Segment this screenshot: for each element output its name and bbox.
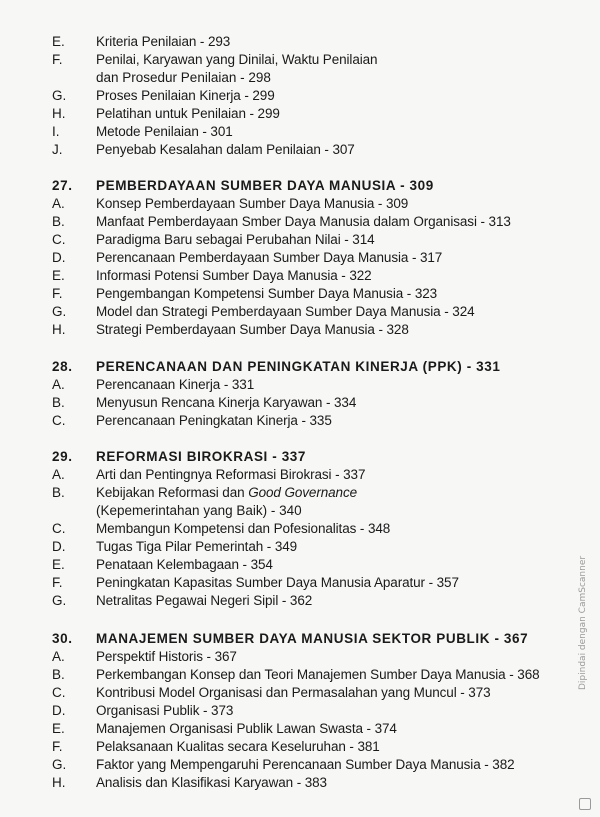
item-text: Perencanaan Pemberdayaan Sumber Daya Manusia - 317 bbox=[96, 250, 443, 265]
item-text-continuation: dan Prosedur Penilaian - 298 bbox=[96, 70, 271, 85]
item-letter: C. bbox=[52, 521, 66, 536]
item-letter: H. bbox=[52, 775, 66, 790]
item-letter: C. bbox=[52, 685, 66, 700]
item-letter: J. bbox=[52, 142, 63, 157]
item-text: Perspektif Historis - 367 bbox=[96, 649, 237, 664]
chapter-title: REFORMASI BIROKRASI - 337 bbox=[96, 449, 307, 464]
item-text: Kontribusi Model Organisasi dan Permasalahan yang Muncul - 373 bbox=[96, 685, 491, 700]
item-letter: G. bbox=[52, 757, 67, 772]
item-letter: H. bbox=[52, 106, 66, 121]
item-letter: F. bbox=[52, 575, 63, 590]
item-letter: D. bbox=[52, 703, 66, 718]
item-text: Penilai, Karyawan yang Dinilai, Waktu Penilaian bbox=[96, 52, 378, 67]
chapter-title: PERENCANAAN DAN PENINGKATAN KINERJA (PPK) - 331 bbox=[96, 359, 501, 374]
item-letter: B. bbox=[52, 214, 65, 229]
item-text: Pengembangan Kompetensi Sumber Daya Manusia - 323 bbox=[96, 286, 438, 301]
item-letter: I. bbox=[52, 124, 60, 139]
camscanner-logo-icon bbox=[579, 798, 591, 810]
item-text: Strategi Pemberdayaan Sumber Daya Manusia - 328 bbox=[96, 322, 409, 337]
item-letter: A. bbox=[52, 649, 65, 664]
chapter-number: 28. bbox=[52, 359, 73, 374]
item-text: Paradigma Baru sebagai Perubahan Nilai - 314 bbox=[96, 232, 375, 247]
item-text: Proses Penilaian Kinerja - 299 bbox=[96, 88, 275, 103]
item-letter: A. bbox=[52, 467, 65, 482]
item-text: Arti dan Pentingnya Reformasi Birokrasi - 337 bbox=[96, 467, 366, 482]
item-text: Menyusun Rencana Kinerja Karyawan - 334 bbox=[96, 395, 357, 410]
item-text: Penataan Kelembagaan - 354 bbox=[96, 557, 273, 572]
item-text: Organisasi Publik - 373 bbox=[96, 703, 234, 718]
chapter-title: PEMBERDAYAAN SUMBER DAYA MANUSIA - 309 bbox=[96, 178, 434, 193]
item-letter: G. bbox=[52, 88, 67, 103]
item-letter: A. bbox=[52, 377, 65, 392]
item-letter: D. bbox=[52, 539, 66, 554]
item-text: Faktor yang Mempengaruhi Perencanaan Sumber Daya Manusia - 382 bbox=[96, 757, 515, 772]
item-text-continuation: (Kepemerintahan yang Baik) - 340 bbox=[96, 503, 302, 518]
item-letter: A. bbox=[52, 196, 65, 211]
item-text: Manfaat Pemberdayaan Smber Daya Manusia dalam Organisasi - 313 bbox=[96, 214, 511, 229]
item-letter: B. bbox=[52, 395, 65, 410]
item-letter: B. bbox=[52, 485, 65, 500]
item-text: Manajemen Organisasi Publik Lawan Swasta - 374 bbox=[96, 721, 397, 736]
item-text: Perkembangan Konsep dan Teori Manajemen Sumber Daya Manusia - 368 bbox=[96, 667, 540, 682]
item-letter: F. bbox=[52, 52, 63, 67]
item-letter: B. bbox=[52, 667, 65, 682]
item-letter: F. bbox=[52, 286, 63, 301]
chapter-number: 27. bbox=[52, 178, 73, 193]
item-letter: D. bbox=[52, 250, 66, 265]
item-letter: E. bbox=[52, 268, 65, 283]
item-text: Model dan Strategi Pemberdayaan Sumber Daya Manusia - 324 bbox=[96, 304, 475, 319]
scanner-watermark: Dipindai dengan CamScanner bbox=[578, 555, 588, 690]
item-text: Analisis dan Klasifikasi Karyawan - 383 bbox=[96, 775, 327, 790]
item-text bbox=[96, 484, 357, 502]
item-text: Perencanaan Kinerja - 331 bbox=[96, 377, 255, 392]
item-letter: G. bbox=[52, 304, 67, 319]
item-text: Pelatihan untuk Penilaian - 299 bbox=[96, 106, 280, 121]
item-text: Membangun Kompetensi dan Pofesionalitas - 348 bbox=[96, 521, 391, 536]
item-letter: H. bbox=[52, 322, 66, 337]
item-text: Peningkatan Kapasitas Sumber Daya Manusia Aparatur - 357 bbox=[96, 575, 459, 590]
item-letter: E. bbox=[52, 34, 65, 49]
item-text: Pelaksanaan Kualitas secara Keseluruhan - 381 bbox=[96, 739, 380, 754]
item-text-italic: Good Governance bbox=[248, 485, 358, 500]
item-letter: F. bbox=[52, 739, 63, 754]
item-text: Kriteria Penilaian - 293 bbox=[96, 34, 231, 49]
item-text: Metode Penilaian - 301 bbox=[96, 124, 233, 139]
item-text: Informasi Potensi Sumber Daya Manusia - 322 bbox=[96, 268, 372, 283]
item-letter: G. bbox=[52, 593, 67, 608]
item-text: Penyebab Kesalahan dalam Penilaian - 307 bbox=[96, 142, 355, 157]
chapter-title: MANAJEMEN SUMBER DAYA MANUSIA SEKTOR PUBLIK - 367 bbox=[96, 631, 529, 646]
item-text: Tugas Tiga Pilar Pemerintah - 349 bbox=[96, 539, 298, 554]
item-letter: E. bbox=[52, 557, 65, 572]
item-letter: E. bbox=[52, 721, 65, 736]
chapter-number: 30. bbox=[52, 631, 73, 646]
chapter-number: 29. bbox=[52, 449, 73, 464]
item-text: Perencanaan Peningkatan Kinerja - 335 bbox=[96, 413, 332, 428]
item-text: Konsep Pemberdayaan Sumber Daya Manusia - 309 bbox=[96, 196, 409, 211]
item-letter: C. bbox=[52, 232, 66, 247]
item-text: Netralitas Pegawai Negeri Sipil - 362 bbox=[96, 593, 313, 608]
item-letter: C. bbox=[52, 413, 66, 428]
item-text-plain: Kebijakan Reformasi dan bbox=[96, 485, 249, 500]
